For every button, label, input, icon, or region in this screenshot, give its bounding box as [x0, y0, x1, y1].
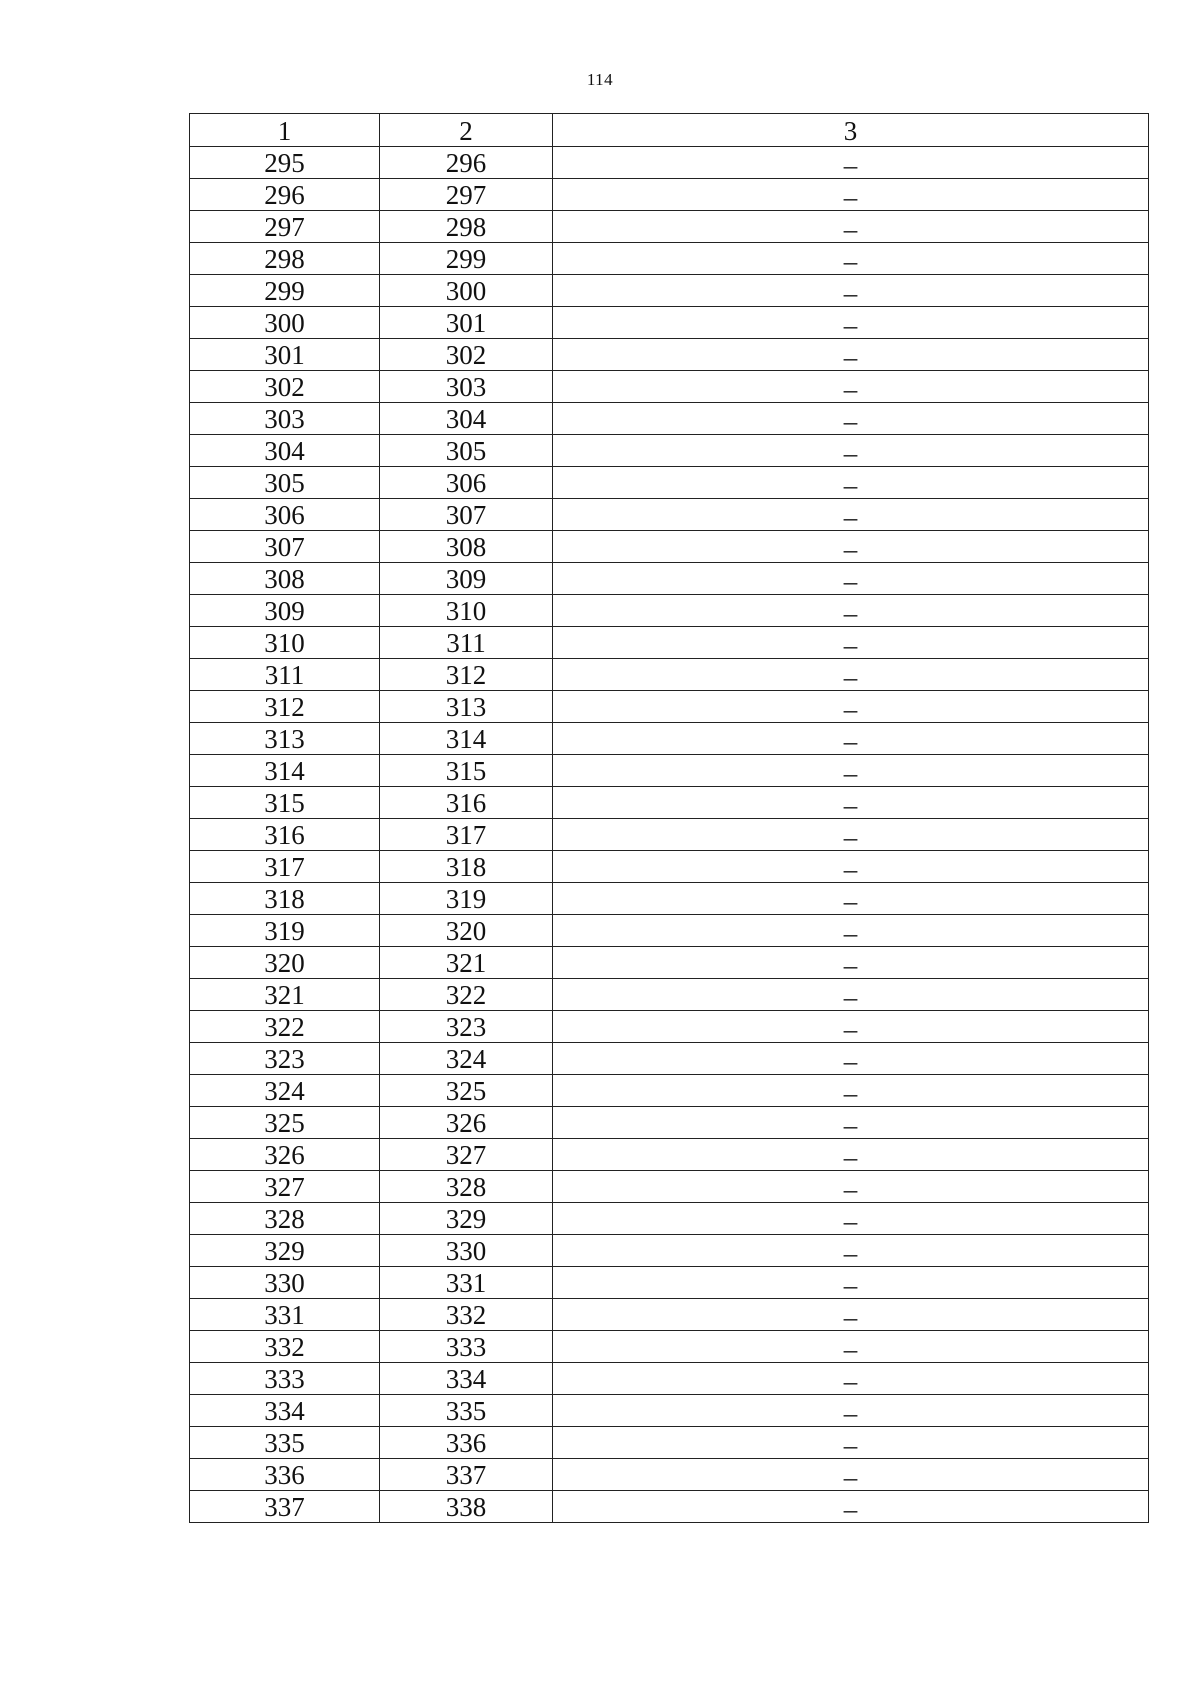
table-row [190, 595, 1149, 627]
table-cell-col-1: 306 [190, 499, 380, 531]
table-cell-col-2: 301 [380, 307, 553, 339]
table-row [190, 883, 1149, 915]
table-cell-col-3 [553, 339, 1149, 371]
table-row [190, 979, 1149, 1011]
table-cell-col-3 [553, 723, 1149, 755]
table-header-row [190, 114, 1149, 147]
table-cell-col-3 [553, 275, 1149, 307]
table-cell-col-1: 320 [190, 947, 380, 979]
table-cell-col-1: 334 [190, 1395, 380, 1427]
table-cell-col-1: 333 [190, 1363, 380, 1395]
table-row [190, 339, 1149, 371]
dash-mark: – [843, 694, 858, 723]
column-header-3: 3 [553, 114, 1149, 147]
table-cell-col-3 [553, 947, 1149, 979]
table-row [190, 915, 1149, 947]
dash-mark: – [843, 854, 858, 883]
table-cell-col-1: 295 [190, 147, 380, 179]
table-cell-col-1: 303 [190, 403, 380, 435]
table-row [190, 467, 1149, 499]
table-cell-col-2: 330 [380, 1235, 553, 1267]
table-cell-col-2: 332 [380, 1299, 553, 1331]
table-cell-col-1: 308 [190, 563, 380, 595]
table-cell-col-3 [553, 819, 1149, 851]
page-number: 114 [586, 70, 614, 89]
table-row [190, 147, 1149, 179]
table-row [190, 755, 1149, 787]
table-cell-col-2: 314 [380, 723, 553, 755]
table-cell-col-2: 312 [380, 659, 553, 691]
dash-mark: – [843, 534, 858, 563]
dash-mark: – [843, 1110, 858, 1139]
table-row [190, 947, 1149, 979]
dash-mark: – [843, 1494, 858, 1523]
table-cell-col-1: 319 [190, 915, 380, 947]
table-cell-col-2: 300 [380, 275, 553, 307]
table-cell-col-1: 304 [190, 435, 380, 467]
table-cell-col-3 [553, 531, 1149, 563]
dash-mark: – [843, 790, 858, 819]
dash-mark: – [843, 470, 858, 499]
table-cell-col-3 [553, 1331, 1149, 1363]
table-row [190, 659, 1149, 691]
table-cell-col-2: 319 [380, 883, 553, 915]
table-cell-col-3 [553, 883, 1149, 915]
table-row [190, 1107, 1149, 1139]
table-cell-col-2: 326 [380, 1107, 553, 1139]
table-row [190, 435, 1149, 467]
table-row [190, 1363, 1149, 1395]
dash-mark: – [843, 1302, 858, 1331]
table-cell-col-3 [553, 595, 1149, 627]
table-cell-col-2: 316 [380, 787, 553, 819]
column-header-2: 2 [380, 114, 553, 147]
table-cell-col-1: 328 [190, 1203, 380, 1235]
table-cell-col-3 [553, 1203, 1149, 1235]
table-cell-col-3 [553, 435, 1149, 467]
dash-mark: – [843, 150, 858, 179]
table-cell-col-2: 311 [380, 627, 553, 659]
dash-mark: – [843, 726, 858, 755]
table-cell-col-2: 320 [380, 915, 553, 947]
table-row [190, 563, 1149, 595]
table-row [190, 403, 1149, 435]
table-cell-col-3 [553, 243, 1149, 275]
table-cell-col-3 [553, 1107, 1149, 1139]
dash-mark: – [843, 342, 858, 371]
table-cell-col-3 [553, 211, 1149, 243]
table-cell-col-2: 306 [380, 467, 553, 499]
table-cell-col-1: 317 [190, 851, 380, 883]
table-cell-col-3 [553, 979, 1149, 1011]
table-cell-col-2: 305 [380, 435, 553, 467]
table-cell-col-3 [553, 1171, 1149, 1203]
table-row [190, 1075, 1149, 1107]
table-cell-col-1: 307 [190, 531, 380, 563]
table-cell-col-1: 299 [190, 275, 380, 307]
dash-mark: – [843, 374, 858, 403]
table-cell-col-3 [553, 499, 1149, 531]
table-cell-col-2: 335 [380, 1395, 553, 1427]
table-cell-col-2: 328 [380, 1171, 553, 1203]
table-cell-col-2: 302 [380, 339, 553, 371]
table-cell-col-2: 309 [380, 563, 553, 595]
table-cell-col-2: 296 [380, 147, 553, 179]
table-cell-col-1: 326 [190, 1139, 380, 1171]
dash-mark: – [843, 758, 858, 787]
table-cell-col-2: 321 [380, 947, 553, 979]
table-cell-col-1: 337 [190, 1491, 380, 1523]
table-cell-col-1: 335 [190, 1427, 380, 1459]
table-cell-col-1: 297 [190, 211, 380, 243]
dash-mark: – [843, 662, 858, 691]
table-cell-col-2: 318 [380, 851, 553, 883]
table-row [190, 1491, 1149, 1523]
table-cell-col-1: 300 [190, 307, 380, 339]
dash-mark: – [843, 1334, 858, 1363]
table-cell-col-1: 316 [190, 819, 380, 851]
table-row [190, 531, 1149, 563]
table-cell-col-1: 312 [190, 691, 380, 723]
table-row [190, 1235, 1149, 1267]
table-cell-col-1: 331 [190, 1299, 380, 1331]
table-row [190, 1395, 1149, 1427]
table-cell-col-2: 323 [380, 1011, 553, 1043]
table-cell-col-1: 322 [190, 1011, 380, 1043]
dash-mark: – [843, 1174, 858, 1203]
table-cell-col-3 [553, 1395, 1149, 1427]
table-row [190, 787, 1149, 819]
table-cell-col-1: 332 [190, 1331, 380, 1363]
table-row [190, 691, 1149, 723]
table-cell-col-2: 308 [380, 531, 553, 563]
table-row [190, 1011, 1149, 1043]
table-cell-col-2: 333 [380, 1331, 553, 1363]
dash-mark: – [843, 1270, 858, 1299]
table-cell-col-3 [553, 403, 1149, 435]
table-cell-col-3 [553, 371, 1149, 403]
table-row [190, 179, 1149, 211]
table-cell-col-1: 313 [190, 723, 380, 755]
table-row [190, 499, 1149, 531]
table-row [190, 307, 1149, 339]
table-cell-col-2: 304 [380, 403, 553, 435]
table-cell-col-2: 303 [380, 371, 553, 403]
table-cell-col-2: 337 [380, 1459, 553, 1491]
dash-mark: – [843, 310, 858, 339]
dash-mark: – [843, 1142, 858, 1171]
table-cell-col-3 [553, 1491, 1149, 1523]
table-cell-col-3 [553, 467, 1149, 499]
dash-mark: – [843, 246, 858, 275]
table-cell-col-3 [553, 851, 1149, 883]
table-cell-col-2: 336 [380, 1427, 553, 1459]
table-cell-col-2: 322 [380, 979, 553, 1011]
table-cell-col-2: 338 [380, 1491, 553, 1523]
table-cell-col-1: 324 [190, 1075, 380, 1107]
table-cell-col-2: 299 [380, 243, 553, 275]
dash-mark: – [843, 982, 858, 1011]
table-cell-col-2: 334 [380, 1363, 553, 1395]
table-cell-col-3 [553, 787, 1149, 819]
table-cell-col-2: 313 [380, 691, 553, 723]
table-cell-col-1: 321 [190, 979, 380, 1011]
table-cell-col-2: 325 [380, 1075, 553, 1107]
table-cell-col-3 [553, 659, 1149, 691]
table-cell-col-3 [553, 627, 1149, 659]
dash-mark: – [843, 1366, 858, 1395]
column-header-1: 1 [190, 114, 380, 147]
dash-mark: – [843, 502, 858, 531]
table-cell-col-1: 301 [190, 339, 380, 371]
table-cell-col-3 [553, 1043, 1149, 1075]
dash-mark: – [843, 1014, 858, 1043]
dash-mark: – [843, 438, 858, 467]
dash-mark: – [843, 278, 858, 307]
table-cell-col-3 [553, 1427, 1149, 1459]
table-cell-col-3 [553, 1299, 1149, 1331]
table-cell-col-2: 315 [380, 755, 553, 787]
dash-mark: – [843, 950, 858, 979]
dash-mark: – [843, 1046, 858, 1075]
table-body [190, 114, 1149, 1523]
dash-mark: – [843, 182, 858, 211]
table-row [190, 1299, 1149, 1331]
table-row [190, 723, 1149, 755]
table-cell-col-2: 317 [380, 819, 553, 851]
table-cell-col-1: 305 [190, 467, 380, 499]
table-cell-col-3 [553, 1267, 1149, 1299]
dash-mark: – [843, 1398, 858, 1427]
table-cell-col-3 [553, 179, 1149, 211]
table-cell-col-3 [553, 915, 1149, 947]
table-cell-col-2: 307 [380, 499, 553, 531]
table-row [190, 1139, 1149, 1171]
table-row [190, 627, 1149, 659]
table-row [190, 211, 1149, 243]
table-cell-col-1: 330 [190, 1267, 380, 1299]
table-row [190, 243, 1149, 275]
table-cell-col-1: 329 [190, 1235, 380, 1267]
table-cell-col-2: 327 [380, 1139, 553, 1171]
table-row [190, 1171, 1149, 1203]
table-row [190, 1331, 1149, 1363]
dash-mark: – [843, 598, 858, 627]
dash-mark: – [843, 566, 858, 595]
table-cell-col-1: 310 [190, 627, 380, 659]
dash-mark: – [843, 1238, 858, 1267]
table-cell-col-1: 325 [190, 1107, 380, 1139]
table-row [190, 851, 1149, 883]
table-cell-col-2: 329 [380, 1203, 553, 1235]
table-cell-col-3 [553, 1139, 1149, 1171]
table-cell-col-1: 336 [190, 1459, 380, 1491]
table-cell-col-1: 309 [190, 595, 380, 627]
table-cell-col-3 [553, 307, 1149, 339]
table-cell-col-3 [553, 147, 1149, 179]
table-cell-col-1: 298 [190, 243, 380, 275]
table-cell-col-1: 327 [190, 1171, 380, 1203]
table-row [190, 1459, 1149, 1491]
dash-mark: – [843, 1078, 858, 1107]
table-row [190, 371, 1149, 403]
table-cell-col-1: 315 [190, 787, 380, 819]
dash-mark: – [843, 1462, 858, 1491]
dash-mark: – [843, 406, 858, 435]
table-cell-col-1: 296 [190, 179, 380, 211]
table-cell-col-3 [553, 1011, 1149, 1043]
table-row [190, 275, 1149, 307]
table-row [190, 1043, 1149, 1075]
table-cell-col-3 [553, 755, 1149, 787]
dash-mark: – [843, 214, 858, 243]
dash-mark: – [843, 1430, 858, 1459]
table-cell-col-2: 298 [380, 211, 553, 243]
table-cell-col-2: 310 [380, 595, 553, 627]
dash-mark: – [843, 1206, 858, 1235]
table-row [190, 1427, 1149, 1459]
table-cell-col-2: 324 [380, 1043, 553, 1075]
table-row [190, 1267, 1149, 1299]
table-cell-col-1: 314 [190, 755, 380, 787]
table-cell-col-3 [553, 1235, 1149, 1267]
table-cell-col-3 [553, 1363, 1149, 1395]
dash-mark: – [843, 822, 858, 851]
table-cell-col-2: 331 [380, 1267, 553, 1299]
table-cell-col-3 [553, 563, 1149, 595]
data-table [189, 113, 1149, 1523]
table-cell-col-1: 311 [190, 659, 380, 691]
dash-mark: – [843, 630, 858, 659]
table-cell-col-1: 318 [190, 883, 380, 915]
table-cell-col-1: 302 [190, 371, 380, 403]
table-cell-col-1: 323 [190, 1043, 380, 1075]
dash-mark: – [843, 918, 858, 947]
table-cell-col-2: 297 [380, 179, 553, 211]
table-cell-col-3 [553, 1459, 1149, 1491]
table-cell-col-3 [553, 691, 1149, 723]
table-row [190, 819, 1149, 851]
table-row [190, 1203, 1149, 1235]
dash-mark: – [843, 886, 858, 915]
table-cell-col-3 [553, 1075, 1149, 1107]
